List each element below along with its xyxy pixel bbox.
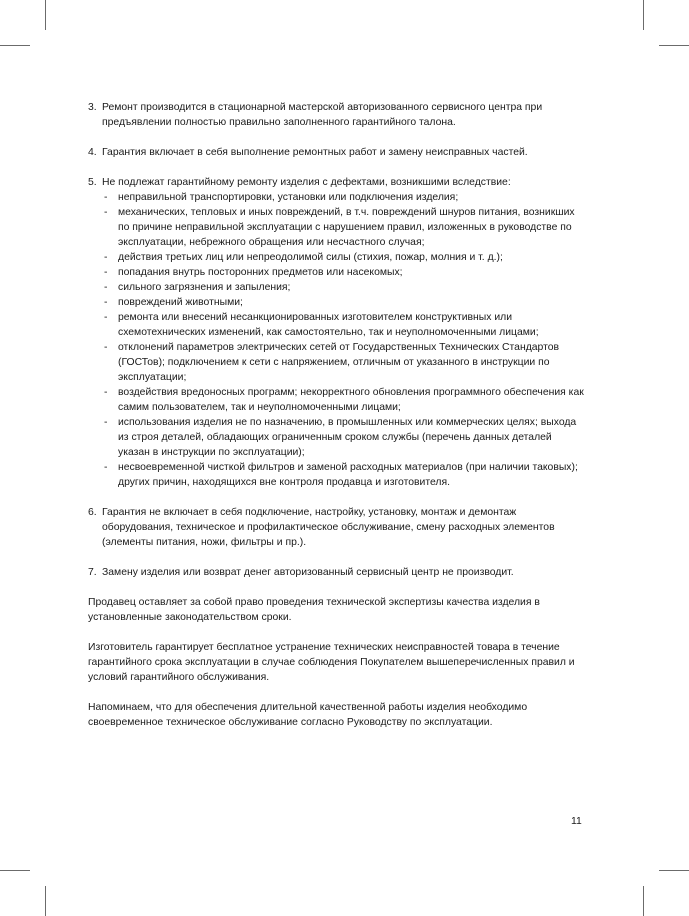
sublist-text: ремонта или внесений несанкционированных изготовителем конструктивных или схемотехнических изменений, как самостоятельно, так и неуполномоченными лицами; — [118, 312, 539, 338]
sublist-text: механических, тепловых и иных повреждений, в т.ч. повреждений шнуров питания, возникших по причине неправильной эксплуатации с нарушением правил, изложенных в руководстве по эксплуатации, небрежного обращения или несчастного случая; — [118, 207, 575, 248]
sublist-text: сильного загрязнения и запыления; — [118, 282, 291, 293]
sublist-text: попадания внутрь посторонних предметов или насекомых; — [118, 267, 403, 278]
sublist-text: неправильной транспортировки, установки или подключения изделия; — [118, 192, 459, 203]
sublist-item — [102, 280, 586, 295]
list-item-4 — [88, 145, 586, 160]
crop-mark — [0, 45, 30, 46]
sublist-text: несвоевременной чисткой фильтров и заменой расходных материалов (при наличии таковых); других причин, находящихся вне контроля продавца и изготовителя. — [118, 462, 578, 488]
crop-mark — [643, 0, 644, 30]
dash-bullet: - — [104, 192, 108, 203]
sublist-item — [102, 205, 586, 250]
list-item-5 — [88, 175, 586, 490]
crop-mark — [0, 870, 30, 871]
paragraph-manufacturer: Изготовитель гарантирует бесплатное устранение технических неисправностей товара в течение гарантийного срока эксплуатации в случае соблюдения Покупателем вышеперечисленных правил и условий гарантийного обслуживания. — [88, 642, 575, 683]
dash-bullet: - — [104, 387, 108, 398]
item-number: 6. — [88, 507, 97, 518]
item-text: Ремонт производится в стационарной мастерской авторизованного сервисного центра при предъявлении полностью правильно заполненного гарантийного талона. — [102, 102, 543, 128]
crop-mark — [659, 45, 689, 46]
sublist — [102, 190, 586, 490]
dash-bullet: - — [104, 267, 108, 278]
crop-mark — [45, 886, 46, 916]
item-text: Гарантия включает в себя выполнение ремонтных работ и замену неисправных частей. — [102, 147, 528, 158]
dash-bullet: - — [104, 282, 108, 293]
sublist-item — [102, 385, 586, 415]
dash-bullet: - — [104, 297, 108, 308]
item-number: 4. — [88, 147, 97, 158]
sublist-text: повреждений животными; — [118, 297, 243, 308]
sublist-item — [102, 250, 586, 265]
item-number: 3. — [88, 102, 97, 113]
sublist-item — [102, 295, 586, 310]
crop-mark — [659, 870, 689, 871]
sublist-item — [102, 310, 586, 340]
list-item-7 — [88, 565, 586, 580]
paragraph-seller: Продавец оставляет за собой право проведения технической экспертизы качества изделия в установленные законодательством сроки. — [88, 597, 540, 623]
dash-bullet: - — [104, 207, 108, 218]
crop-mark — [643, 886, 644, 916]
list-item-6 — [88, 505, 586, 550]
dash-bullet: - — [104, 312, 108, 323]
page-number: 11 — [571, 816, 582, 827]
dash-bullet: - — [104, 462, 108, 473]
dash-bullet: - — [104, 342, 108, 353]
dash-bullet: - — [104, 417, 108, 428]
item-number: 7. — [88, 567, 97, 578]
page-content — [88, 100, 586, 745]
sublist-text: действия третьих лиц или непреодолимой силы (стихия, пожар, молния и т. д.); — [118, 252, 503, 263]
sublist-text: отклонений параметров электрических сетей от Государственных Технических Стандартов (ГОСТов); подключением к сети с напряжением, отличным от указанного в инструкции по эксплуатации; — [118, 342, 560, 383]
crop-mark — [45, 0, 46, 30]
sublist-text: воздействия вредоносных программ; некорректного обновления программного обеспечения как самим пользователем, так и неуполномоченными лицами; — [118, 387, 584, 413]
sublist-item — [102, 460, 586, 490]
item-text: Не подлежат гарантийному ремонту изделия с дефектами, возникшими вследствие: — [102, 177, 511, 188]
sublist-item — [102, 265, 586, 280]
paragraph-reminder: Напоминаем, что для обеспечения длительной качественной работы изделия необходимо своевременное техническое обслуживание согласно Руководству по эксплуатации. — [88, 702, 528, 728]
sublist-item — [102, 340, 586, 385]
list-item-3 — [88, 100, 586, 130]
item-text: Замену изделия или возврат денег авторизованный сервисный центр не производит. — [102, 567, 514, 578]
sublist-item — [102, 415, 586, 460]
item-number: 5. — [88, 177, 97, 188]
sublist-item — [102, 190, 586, 205]
item-text: Гарантия не включает в себя подключение, настройку, установку, монтаж и демонтаж оборудования, техническое и профилактическое обслуживание, смену расходных элементов (элементы питания, ножи, фильтры и пр.). — [102, 507, 555, 548]
sublist-text: использования изделия не по назначению, в промышленных или коммерческих целях; выхода из строя деталей, обладающих ограниченным сроком службы (перечень данных деталей указан в инструкции по эксплуатации); — [118, 417, 577, 458]
dash-bullet: - — [104, 252, 108, 263]
